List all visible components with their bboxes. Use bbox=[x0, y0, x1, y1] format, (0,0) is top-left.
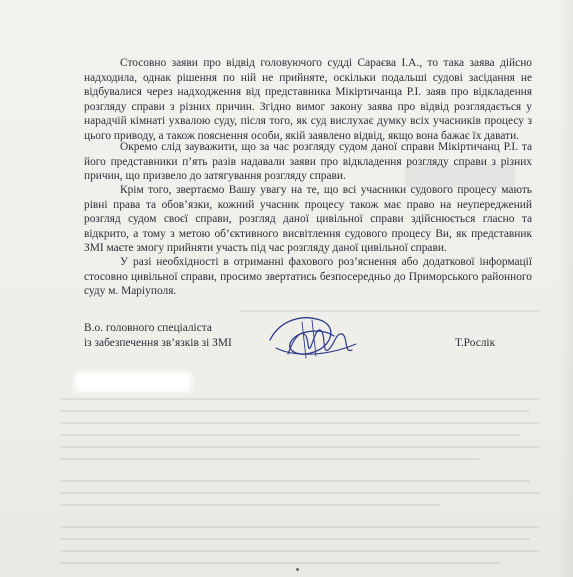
signer-position bbox=[84, 321, 232, 351]
signer-position-line1: В.о. головного спеціаліста bbox=[84, 322, 212, 334]
signer-name: Т.Рослік bbox=[455, 337, 496, 349]
signer-position-line2: із забезпечення зв’язків зі ЗМІ bbox=[84, 337, 232, 349]
paragraph-rights: Крім того, звертаємо Вашу увагу на те, що всі учасники судового процесу мають рівні права та обов’язки, кожний учасник процесу також має право на неупереджений розгляд судом своєї справи, розгляд даної цивільної справи здійснюється гласно та відкрито, а тому з метою об’єктивного висвітлення судового процесу Ви, як представник ЗМІ маєте змогу прийняти участь під час розгляду даної цивільної справи. bbox=[84, 184, 532, 255]
redacted-area bbox=[74, 372, 192, 392]
page-edge-shadow bbox=[559, 0, 573, 577]
page-mark bbox=[296, 568, 299, 571]
paragraph-contact: У разі необхідності в отриманні фахового роз’яснення або додаткової інформації стосовно цивільної справи, просимо звертатись безпосередньо до Приморського районного суду м. Маріуполя. bbox=[84, 256, 532, 298]
handwritten-signature bbox=[262, 310, 362, 368]
paragraph-recusal: Стосовно заяви про відвід головуючого судді Сараєва І.А., то така заява дійсно надходила, однак рішення по ній не прийняте, оскільки подальші судові засідання не відбувалися через надходження від представника Мікіртичанца Р.І. заяв про відкладення розгляду справи з різних причин. Згідно вимог закону заява про відвід розглядається у нарадчій кімнаті ухвалою суду, після того, як суд вислухає думку всіх учасників процесу з цього приводу, а також пояснення особи, якій заявлено відвід, якщо вона бажає їх давати. bbox=[84, 57, 532, 142]
paragraph-postponements: Окремо слід зауважити, що за час розгляду судом даної справи Мікіртичанц Р.І. та його представники п’ять разів надавали заяви про відкладення розгляду справи з різних причин, що призвело до затягування розгляду справи. bbox=[84, 141, 532, 183]
